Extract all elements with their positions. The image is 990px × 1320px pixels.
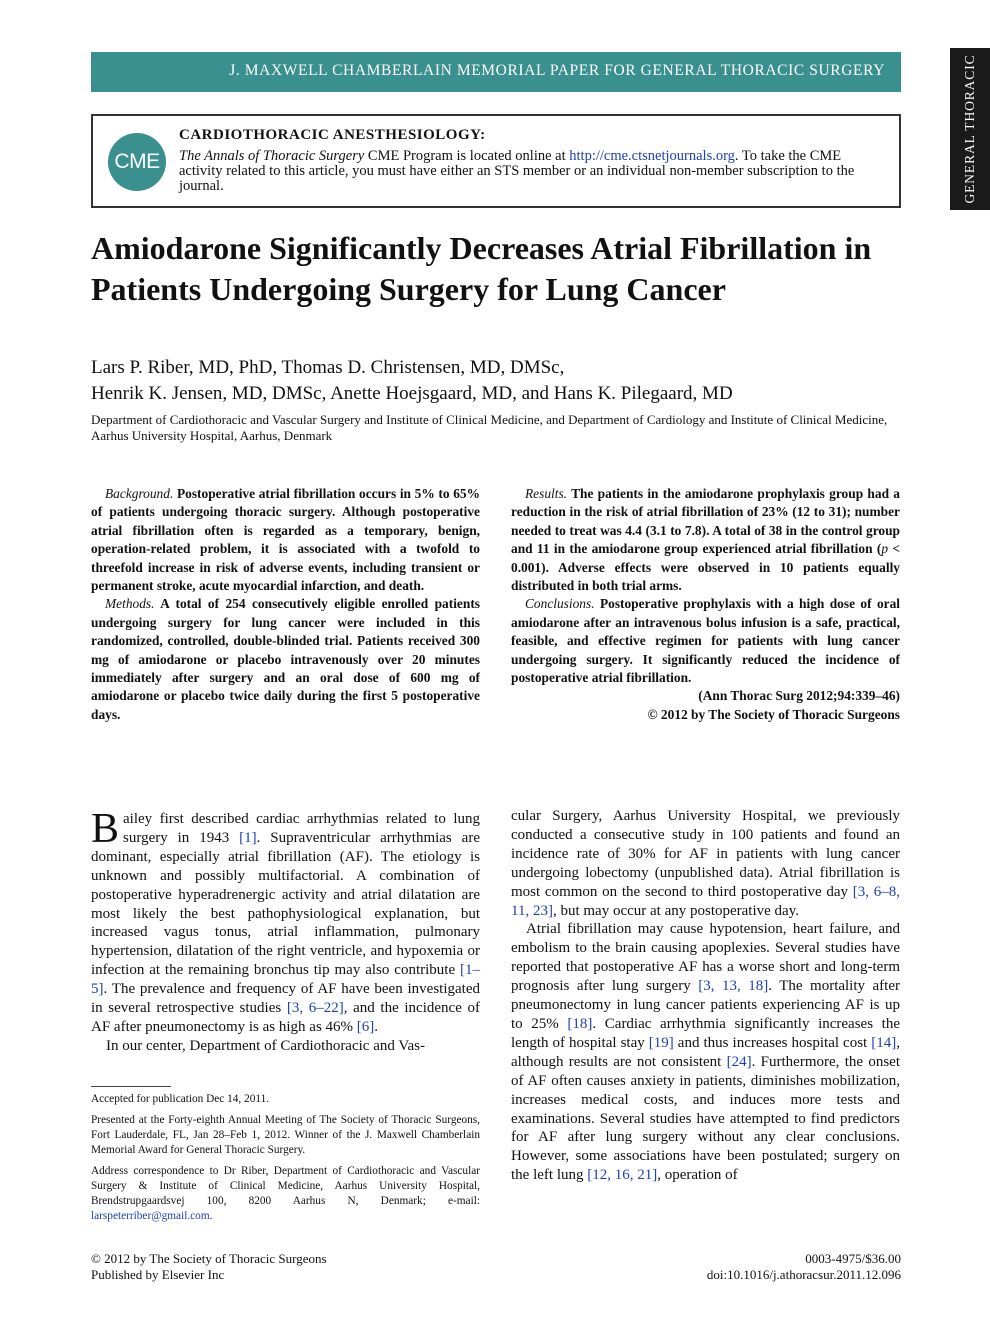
citation-link[interactable]: [12, 16, 21] — [587, 1167, 658, 1184]
cme-link[interactable]: http://cme.ctsnetjournals.org — [569, 148, 735, 164]
body-text: . The mortality after pneumonectomy in lung cancer patients experiencing AF is up to 25% — [511, 978, 900, 1032]
article-authors — [91, 355, 901, 407]
footer-right — [707, 1251, 901, 1282]
conclusions-text: Postoperative prophylaxis with a high dose of oral amiodarone after an intravenous bolus infusion is a safe, practical, feasible, and effective regimen for patients with lung cancer undergoing surgery. It significantly reduced the incidence of postoperative atrial fibrillation. — [511, 596, 900, 686]
citation-link[interactable]: [6] — [356, 1018, 375, 1035]
cme-logo-icon: CME — [108, 133, 166, 191]
abstract-results — [511, 485, 900, 595]
cme-text-part2: . To take the CME activity related to this article, you must have either an STS member or an individual non-member subscription to the journal. — [179, 148, 855, 194]
footnote-address — [91, 1164, 480, 1224]
citation-link[interactable]: [3, 6–8, 11, 23] — [511, 883, 900, 919]
abstract-methods — [91, 595, 480, 724]
footer-copyright: © 2012 by The Society of Thoracic Surgeons — [91, 1251, 327, 1266]
drop-cap: B — [91, 806, 120, 852]
citation-link[interactable]: [14] — [871, 1034, 897, 1051]
cme-heading: CARDIOTHORACIC ANESTHESIOLOGY: — [179, 127, 486, 143]
article-title: Amiodarone Significantly Decreases Atrial Fibrillation in Patients Undergoing Surgery for Lung Cancer — [91, 230, 872, 307]
results-p-symbol: p — [881, 541, 889, 557]
article-affiliation: Department of Cardiothoracic and Vascular Surgery and Institute of Clinical Medicine, and Department of Cardiology and Institute of Clinical Medicine, Aarhus University Hospital, Aarhus, Denmark — [91, 412, 888, 443]
citation-link[interactable]: [19] — [648, 1034, 674, 1051]
conclusions-label: Conclusions. — [525, 596, 595, 612]
body-text: , and the incidence of AF after pneumonectomy is as high as 46% — [91, 1000, 480, 1035]
cme-text-part1: CME Program is located online at — [364, 148, 570, 164]
results-text-1: The patients in the amiodarone prophylaxis group had a reduction in the risk of atrial fibrillation of 23% (12 to 31); number needed to treat was 4.4 (3.1 to 7.8). A total of 38 in the control group and 11 in the amiodarone group experienced atrial fibrillation ( — [511, 486, 900, 557]
cme-text — [179, 149, 879, 194]
body-text: . Cardiac arrhythmia significantly increases the length of hospital stay — [511, 1015, 900, 1051]
body-paragraph-3 — [511, 807, 900, 920]
body-text: cular Surgery, Aarhus University Hospital, we previously conducted a consecutive study in 100 patients and found an incidence rate of 30% for AF in patients with lung cancer undergoing lobectomy (unpublished data). Atrial fibrillation is most common on the second to third postoperative day — [511, 808, 900, 900]
section-banner: J. MAXWELL CHAMBERLAIN MEMORIAL PAPER FOR GENERAL THORACIC SURGERY — [91, 52, 901, 92]
email-link[interactable]: larspeterriber@gmail.com — [91, 1210, 210, 1222]
body-text: . Furthermore, the onset of AF often causes anxiety in patients, diminishes mobilization, increases medical costs, and induces more tests and examinations. Several studies have attempted to find predictors for AF after lung surgery without any clear conclusions. However, some associations have been postulated; surgery on the left lung — [511, 1053, 900, 1184]
footnote-accepted: Accepted for publication Dec 14, 2011. — [91, 1093, 270, 1105]
abstract-citation: (Ann Thorac Surg 2012;94:339–46) — [698, 688, 900, 704]
body-paragraph-4 — [511, 920, 900, 1185]
abstract-conclusions — [511, 595, 900, 687]
abstract-right-column — [511, 485, 900, 724]
background-label: Background. — [105, 486, 174, 501]
footnote-presented: Presented at the Forty-eighth Annual Meeting of The Society of Thoracic Surgeons, Fort Lauderdale, FL, Jan 28–Feb 1, 2012. Winner of the J. Maxwell Chamberlain Memorial Award for General Thoracic Surgery. — [91, 1114, 480, 1156]
citation-link[interactable]: [3, 6–22] — [286, 1000, 344, 1017]
body-right-column — [511, 807, 900, 1185]
body-text: . The prevalence and frequency of AF have been investigated in several retrospective studies — [91, 981, 480, 1017]
body-text: and thus increases hospital cost — [673, 1034, 872, 1051]
cme-notice-box — [91, 114, 901, 208]
body-text: Atrial fibrillation may cause hypotension, heart failure, and embolism to the brain causing apoplexies. Several studies have reported that postoperative AF has a worse short and long-term prognosis after lung surgery — [511, 921, 900, 995]
authors-line-2: Henrik K. Jensen, MD, DMSc, Anette Hoejsgaard, MD, and Hans K. Pilegaard, MD — [91, 383, 733, 404]
methods-text: A total of 254 consecutively eligible enrolled patients undergoing surgery for lung cancer were included in this randomized, controlled, double-blinded trial. Patients received 300 mg of amiodarone or placebo intravenously over 20 minutes immediately after surgery and an oral dose of 600 mg of amiodarone or placebo twice daily during the first 5 postoperative days. — [91, 596, 480, 722]
footnote-divider — [91, 1086, 171, 1087]
body-text: ailey first described cardiac arrhythmias related to lung surgery in 1943 — [123, 811, 480, 846]
citation-link[interactable]: [1–5] — [91, 962, 480, 998]
background-text: Postoperative atrial fibrillation occurs in 5% to 65% of patients undergoing thoracic surgery. Although postoperative atrial fibrillation often is regarded as a temporary, benign, operation-related problem, it is associated with a twofold to threefold increase in risk of adverse events, including transient or permanent stroke, acute myocardial infarction, and death. — [91, 486, 480, 594]
citation-link[interactable]: [3, 13, 18] — [698, 978, 769, 995]
body-text: , but may occur at any postoperative day. — [552, 902, 799, 919]
address-text: Address correspondence to Dr Riber, Department of Cardiothoracic and Vascular Surgery & Institute of Clinical Medicine, Aarhus University Hospital, Brendstrupgaardsvej 100, 8200 Aarhus N, Denmark; e-mail: — [91, 1165, 480, 1207]
body-paragraph-1 — [91, 806, 480, 1037]
body-paragraph-2: In our center, Department of Cardiothoracic and Vas- — [106, 1037, 425, 1054]
citation-link[interactable]: [1] — [239, 829, 257, 846]
footer-left — [91, 1251, 327, 1282]
abstract-left-column — [91, 485, 480, 724]
body-text: . Supraventricular arrhythmias are dominant, especially atrial fibrillation (AF). The etiology is unknown and possibly multifactorial. A combination of postoperative hyperadrenergic activity and atrial dilatation are most likely the best pathophysiological explanation, but increased vagus tonus, atrial inflammation, pulmonary hypertension, dilatation of the right ventricle, and hypoxemia or infection at the remaining bronchus tip may also contribute — [91, 829, 480, 979]
body-text: . — [374, 1018, 379, 1035]
side-section-tab — [950, 48, 990, 210]
footer-issn: 0003-4975/$36.00 — [805, 1251, 901, 1266]
cme-journal-name: The Annals of Thoracic Surgery — [179, 148, 365, 164]
authors-line-1: Lars P. Riber, MD, PhD, Thomas D. Christensen, MD, DMSc, — [91, 357, 565, 378]
footer-doi: doi:10.1016/j.athoracsur.2011.12.096 — [706, 1266, 901, 1282]
body-text: , although results are not consistent — [511, 1034, 901, 1070]
citation-link[interactable]: [24] — [726, 1053, 752, 1070]
side-tab-label: GENERAL THORACIC — [962, 54, 977, 204]
abstract-background — [91, 485, 480, 595]
footer-publisher: Published by Elsevier Inc — [91, 1266, 225, 1282]
address-end: . — [209, 1210, 213, 1222]
abstract-copyright: © 2012 by The Society of Thoracic Surgeons — [647, 706, 900, 722]
body-text: , operation of — [657, 1167, 738, 1184]
results-text-2: < 0.001). Adverse effects were observed in 10 patients equally distributed in both trial arms. — [511, 541, 900, 594]
results-label: Results. — [525, 486, 568, 501]
citation-link[interactable]: [18] — [567, 1015, 593, 1032]
body-left-column — [91, 806, 480, 1056]
footnotes — [91, 1092, 480, 1230]
methods-label: Methods. — [105, 596, 155, 612]
